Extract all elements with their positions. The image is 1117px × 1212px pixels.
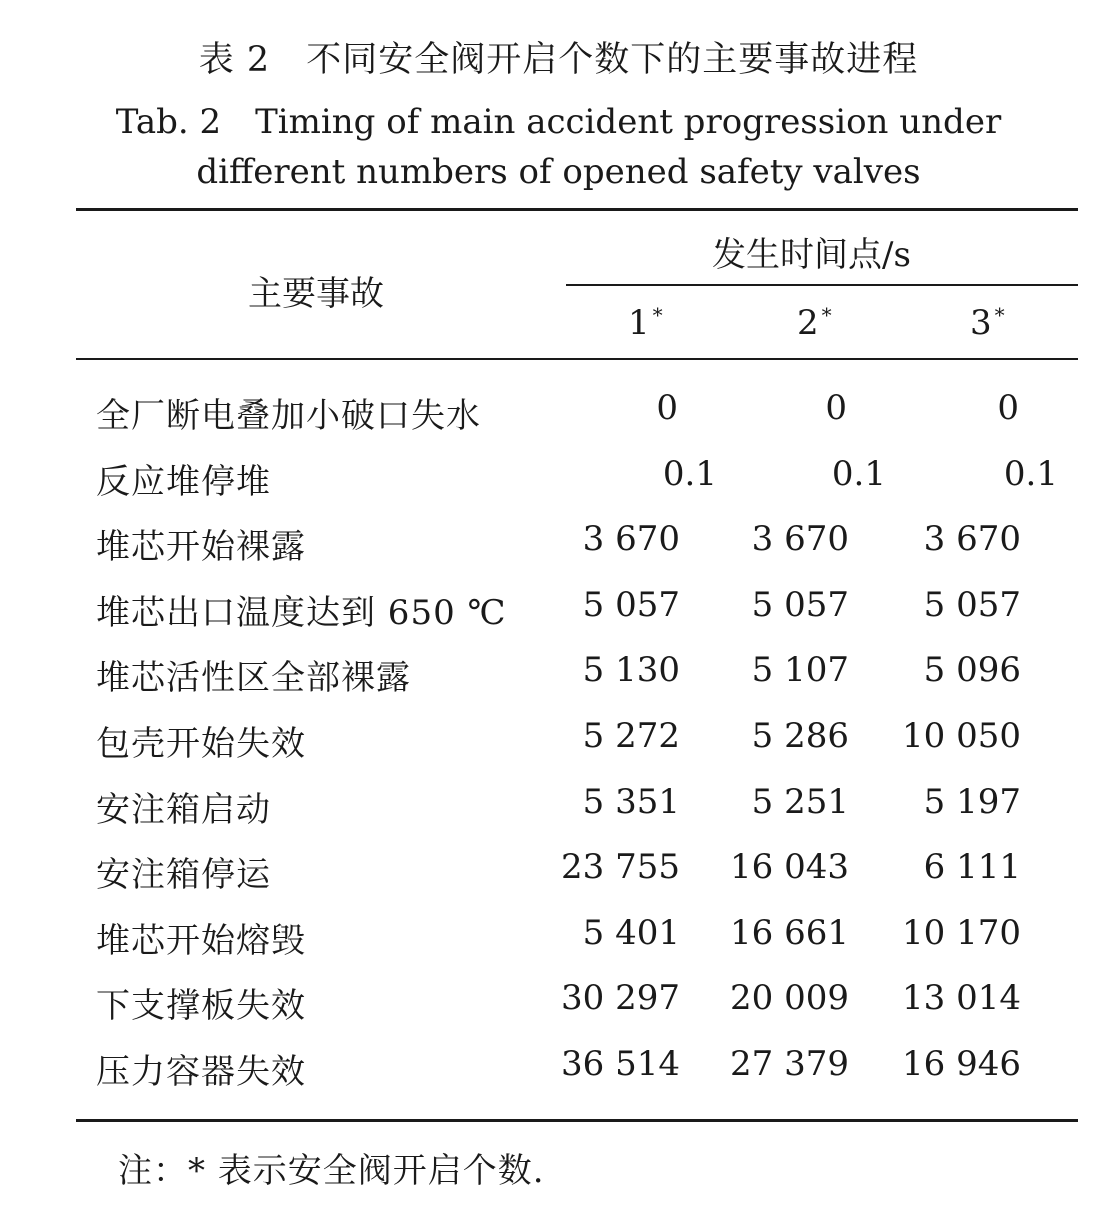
value-cell: 16 946	[902, 1043, 1021, 1084]
value-cell: 0	[656, 388, 678, 428]
column-header-label: 2	[797, 303, 819, 343]
value-cell: 27 379	[730, 1043, 849, 1084]
value-cell: 0.1	[831, 453, 886, 494]
column-header-mark: *	[821, 303, 832, 327]
value-cell: 23 755	[561, 847, 680, 888]
column-header-label: 1	[628, 303, 650, 343]
table-body	[0, 380, 1117, 1102]
value-cell: 0	[997, 388, 1019, 428]
table-row	[0, 905, 1117, 971]
value-cell: 5 096	[923, 650, 1021, 691]
value-cell: 3 670	[751, 519, 849, 560]
value-cell: 5 351	[582, 781, 680, 822]
event-cell: 反应堆停堆	[96, 461, 271, 502]
value-cell: 13 014	[902, 978, 1021, 1019]
value-cell: 5 286	[751, 715, 849, 756]
event-cell: 堆芯出口温度达到 650 ℃	[96, 592, 507, 633]
event-cell: 下支撑板失效	[96, 986, 306, 1027]
event-cell: 堆芯活性区全部裸露	[96, 658, 411, 699]
value-cell: 10 170	[902, 912, 1021, 953]
value-cell: 5 057	[751, 584, 849, 625]
table-row	[0, 511, 1117, 577]
value-cell: 30 297	[561, 978, 680, 1019]
event-cell: 压力容器失效	[96, 1051, 306, 1092]
event-cell: 包壳开始失效	[96, 723, 306, 764]
table-row	[0, 839, 1117, 905]
value-cell: 6 111	[923, 847, 1021, 888]
column-header-label: 3	[970, 303, 992, 343]
value-cell: 16 043	[730, 847, 849, 888]
table-row	[0, 774, 1117, 840]
value-cell: 0	[825, 388, 847, 428]
column-header-mark: *	[994, 303, 1005, 327]
value-cell: 36 514	[561, 1043, 680, 1084]
header-main-event: 主要事故	[248, 274, 384, 314]
table-top-rule	[76, 208, 1078, 211]
table-footnote: 注：* 表示安全阀开启个数.	[118, 1151, 545, 1191]
value-cell: 10 050	[902, 715, 1021, 756]
table-caption-chinese: 表 2 不同安全阀开启个数下的主要事故进程	[198, 40, 919, 80]
event-cell: 堆芯开始裸露	[96, 527, 306, 568]
value-cell: 5 130	[582, 650, 680, 691]
value-cell: 3 670	[923, 519, 1021, 560]
header-bottom-rule	[76, 358, 1078, 360]
table-bottom-rule	[76, 1119, 1078, 1122]
event-cell: 安注箱停运	[96, 855, 271, 896]
table-caption-english-line2: different numbers of opened safety valves	[196, 152, 921, 192]
value-cell: 20 009	[730, 978, 849, 1019]
value-cell: 0.1	[662, 453, 717, 494]
table-row	[0, 446, 1117, 512]
value-cell: 5 057	[582, 584, 680, 625]
column-header-1	[628, 303, 663, 343]
table-row	[0, 642, 1117, 708]
header-sub-rule	[566, 284, 1078, 286]
table-row	[0, 970, 1117, 1036]
value-cell: 5 251	[751, 781, 849, 822]
value-cell: 5 197	[923, 781, 1021, 822]
value-cell: 5 107	[751, 650, 849, 691]
value-cell: 0.1	[1003, 453, 1058, 494]
value-cell: 3 670	[582, 519, 680, 560]
value-cell: 16 661	[730, 912, 849, 953]
table-row	[0, 708, 1117, 774]
table-row	[0, 577, 1117, 643]
event-cell: 安注箱启动	[96, 789, 271, 830]
value-cell: 5 401	[582, 912, 680, 953]
column-header-3	[970, 303, 1005, 343]
table-row	[0, 380, 1117, 446]
value-cell: 5 057	[923, 584, 1021, 625]
table-caption-english-line1: Tab. 2 Timing of main accident progression under	[115, 102, 1002, 142]
event-cell: 堆芯开始熔毁	[96, 920, 306, 961]
event-cell: 全厂断电叠加小破口失水	[96, 396, 481, 436]
column-header-mark: *	[652, 303, 663, 327]
column-header-2	[797, 303, 832, 343]
table-row	[0, 1036, 1117, 1102]
value-cell: 5 272	[582, 715, 680, 756]
header-time-point: 发生时间点/s	[712, 235, 911, 275]
